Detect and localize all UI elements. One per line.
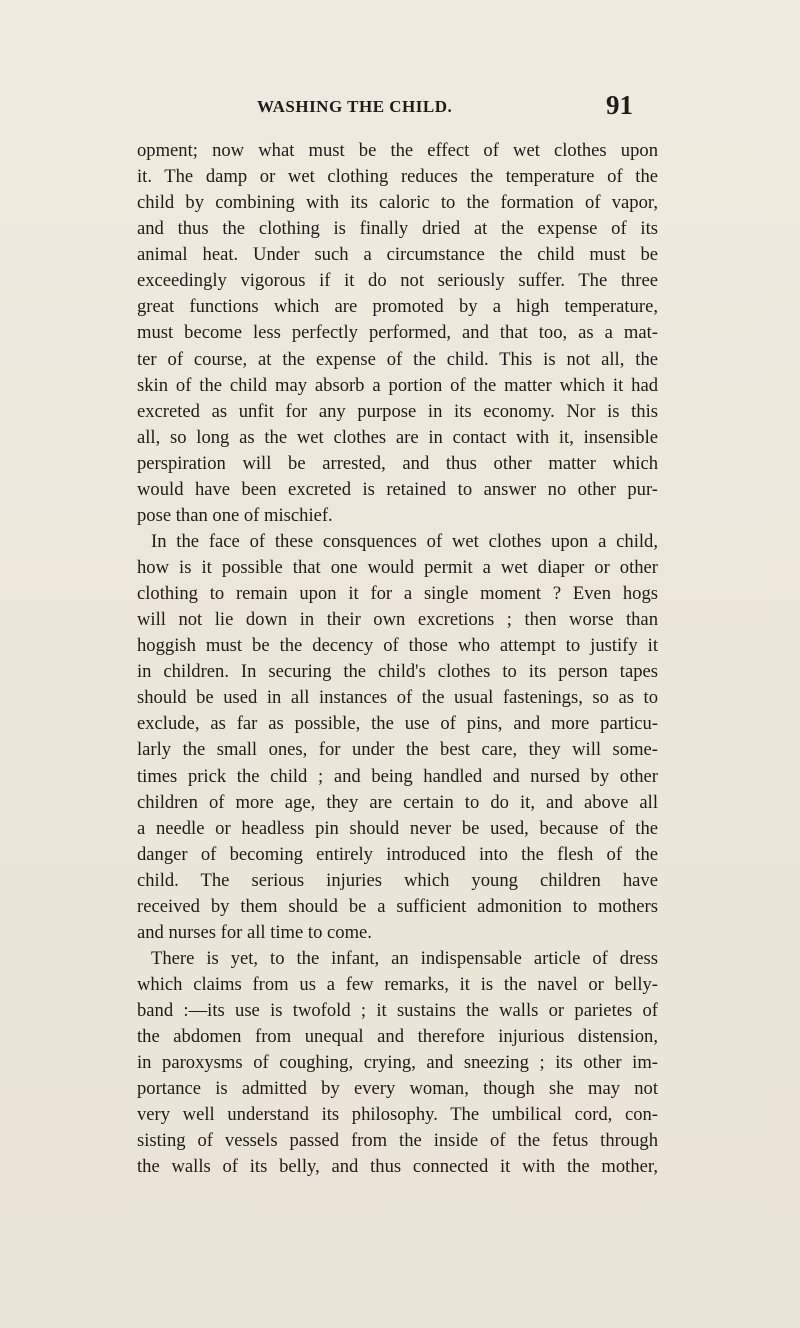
text-line: it. The damp or wet clothing reduces the temperature of the — [137, 166, 658, 188]
text-line: in children. In securing the child's clothes to its person tapes — [137, 661, 658, 683]
page-number: 91 — [606, 90, 633, 120]
text-line: child by combining with its caloric to the formation of vapor, — [137, 192, 658, 214]
text-line: pose than one of mischief. — [137, 504, 333, 526]
text-line: all, so long as the wet clothes are in contact with it, insensible — [137, 426, 658, 448]
text-line: skin of the child may absorb a portion of the matter which it had — [137, 374, 658, 396]
text-line: There is yet, to the infant, an indispensable article of dress — [151, 947, 658, 969]
text-line: In the face of these consquences of wet clothes upon a child, — [151, 530, 658, 552]
text-line: portance is admitted by every woman, though she may not — [137, 1078, 658, 1100]
text-line: exceedingly vigorous if it do not seriously suffer. The three — [137, 270, 658, 292]
text-line: larly the small ones, for under the best care, they will some- — [137, 739, 658, 761]
text-line: which claims from us a few remarks, it is the navel or belly- — [137, 974, 658, 995]
text-line: received by them should be a sufficient admonition to mothers — [137, 895, 658, 917]
text-line: would have been excreted is retained to answer no other pur- — [137, 478, 658, 500]
text-line: the walls of its belly, and thus connected it with the mother, — [137, 1156, 658, 1178]
running-head — [0, 90, 800, 124]
text-line: clothing to remain upon it for a single moment ? Even hogs — [137, 583, 658, 605]
text-line: must become less perfectly performed, and that too, as a mat- — [137, 322, 658, 344]
running-title: WASHING THE CHILD. — [257, 97, 453, 116]
text-line: child. The serious injuries which young children have — [137, 869, 658, 891]
text-line: the abdomen from unequal and therefore injurious distension, — [137, 1026, 658, 1048]
text-line: exclude, as far as possible, the use of pins, and more particu- — [137, 713, 658, 735]
text-line: excreted as unfit for any purpose in its economy. Nor is this — [137, 400, 658, 422]
text-line: children of more age, they are certain to do it, and above all — [137, 791, 658, 813]
text-line: opment; now what must be the effect of wet clothes upon — [137, 140, 658, 161]
text-line: a needle or headless pin should never be used, because of the — [137, 817, 658, 839]
text-line: sisting of vessels passed from the inside of the fetus through — [137, 1130, 658, 1152]
text-line: in paroxysms of coughing, crying, and sneezing ; its other im- — [137, 1052, 658, 1074]
text-line: times prick the child ; and being handled and nursed by other — [137, 765, 658, 787]
text-line: danger of becoming entirely introduced into the flesh of the — [137, 843, 658, 865]
text-line: and thus the clothing is finally dried at the expense of its — [137, 218, 658, 240]
body-text — [137, 138, 658, 1181]
text-line: ter of course, at the expense of the child. This is not all, the — [137, 348, 658, 370]
text-line: will not lie down in their own excretions ; then worse than — [137, 609, 658, 631]
text-line: how is it possible that one would permit a wet diaper or other — [137, 557, 658, 578]
text-line: and nurses for all time to come. — [137, 921, 372, 943]
text-line: hoggish must be the decency of those who attempt to justify it — [137, 635, 658, 657]
text-line: should be used in all instances of the usual fastenings, so as to — [137, 687, 658, 709]
text-line: very well understand its philosophy. The umbilical cord, con- — [137, 1104, 658, 1126]
text-line: band :—its use is twofold ; it sustains the walls or parietes of — [137, 1000, 658, 1022]
text-line: perspiration will be arrested, and thus other matter which — [137, 452, 658, 474]
text-line: animal heat. Under such a circumstance the child must be — [137, 244, 658, 266]
text-line: great functions which are promoted by a high temperature, — [137, 296, 658, 318]
